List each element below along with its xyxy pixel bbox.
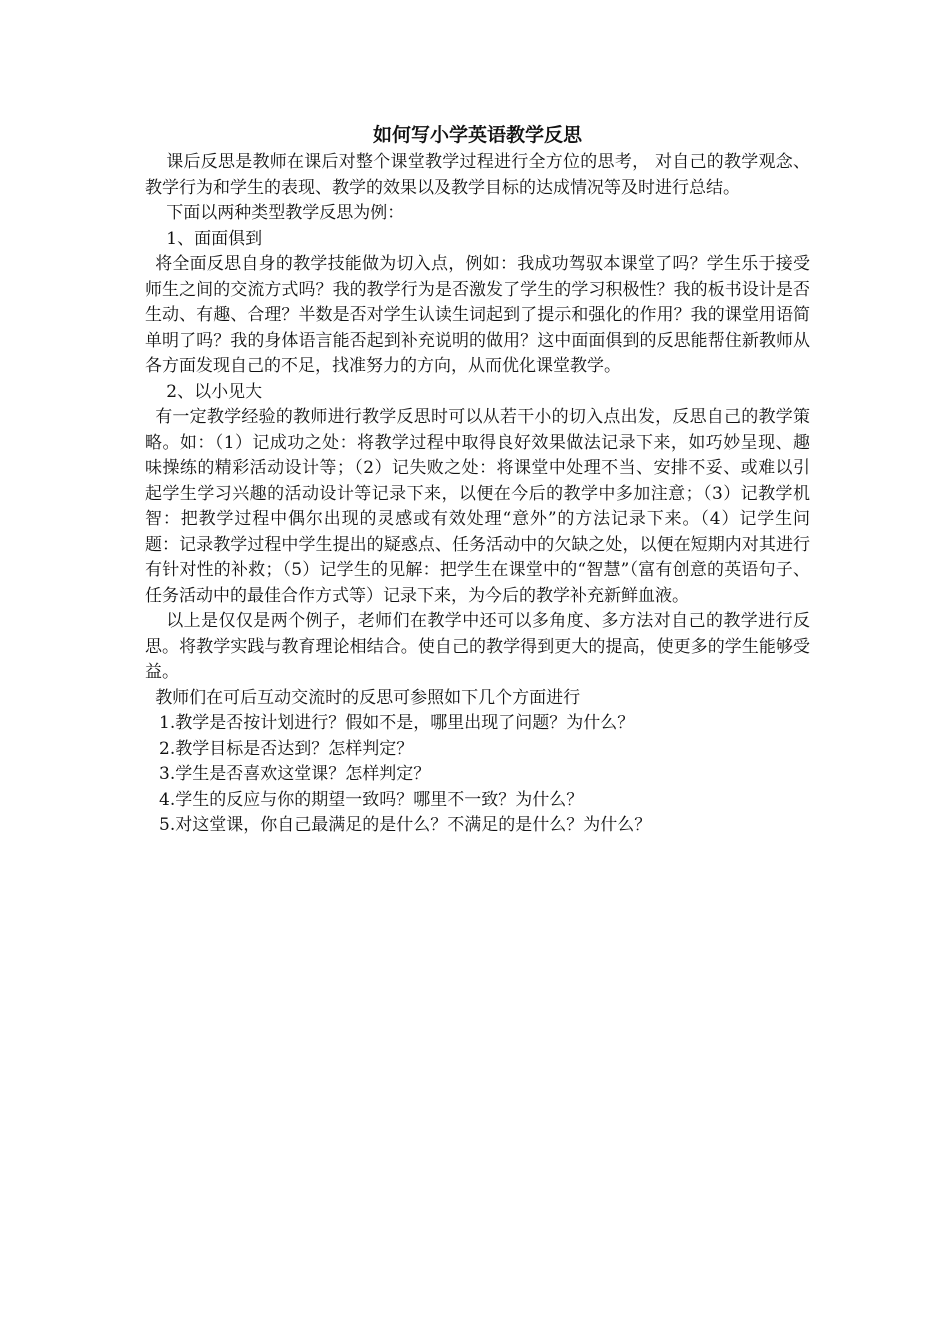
list-item: 1.教学是否按计划进行？假如不是，哪里出现了问题？为什么？: [159, 713, 635, 733]
list-item: 4.学生的反应与你的期望一致吗？哪里不一致？为什么？: [159, 789, 584, 810]
summary-paragraph: 以上是仅仅是两个例子，老师们在教学中还可以多角度、多方法对自己的教学进行反思。将教学实践与教育理论相结合。使自己的教学得到更大的提高，使更多的学生能够受益。: [145, 611, 810, 682]
reference-intro-paragraph: 教师们在可后互动交流时的反思可参照如下几个方面进行: [155, 687, 581, 708]
types-intro-paragraph: 下面以两种类型教学反思为例：: [166, 203, 405, 223]
document-body: [145, 120, 810, 839]
section-2-paragraph: 有一定教学经验的教师进行教学反思时可以从若干小的切入点出发，反思自己的教学策略。如：（1）记成功之处：将教学过程中取得良好效果做法记录下来，如巧妙呈现、趣味操练的精彩活动设计等；（2）记失败之处：将课堂中处理不当、安排不妥、或难以引起学生学习兴趣的活动设计等记录下来，以便在今后的教学中多加注意；（3）记教学机智：把教学过程中偶尔出现的灵感或有效处理“意外”的方法记录下来。（4）记学生问题：记录教学过程中学生提出的疑惑点、任务活动中的欠缺之处，以便在短期内对其进行有针对性的补救；（5）记学生的见解：把学生在课堂中的“智慧”（富有创意的英语句子、任务活动中的最佳合作方式等）记录下来，为今后的教学补充新鲜血液。: [145, 407, 810, 606]
section-1-paragraph: 将全面反思自身的教学技能做为切入点，例如：我成功驾驭本课堂了吗？学生乐于接受师生之间的交流方式吗？我的教学行为是否激发了学生的学习积极性？我的板书设计是否生动、有趣、合理？半数是否对学生认读生词起到了提示和强化的作用？我的课堂用语简单明了吗？我的身体语言能否起到补充说明的做用？这中面面俱到的反思能帮住新教师从各方面发现自己的不足，找准努力的方向，从而优化课堂教学。: [145, 254, 810, 376]
list-item: 5.对这堂课，你自己最满足的是什么？不满足的是什么？为什么？: [159, 815, 652, 835]
document-title: 如何写小学英语教学反思: [372, 124, 582, 146]
list-item: 3.学生是否喜欢这堂课？怎样判定？: [159, 764, 431, 784]
intro-paragraph: 课后反思是教师在课后对整个课堂教学过程进行全方位的思考， 对自己的教学观念、教学行为和学生的表现、教学的效果以及教学目标的达成情况等及时进行总结。: [145, 152, 810, 198]
list-item: 2.教学目标是否达到？怎样判定？: [159, 738, 414, 759]
question-list: [145, 711, 810, 839]
section-heading-2: 2、以小见大: [166, 381, 263, 402]
section-heading-1: 1、面面俱到: [166, 228, 263, 249]
